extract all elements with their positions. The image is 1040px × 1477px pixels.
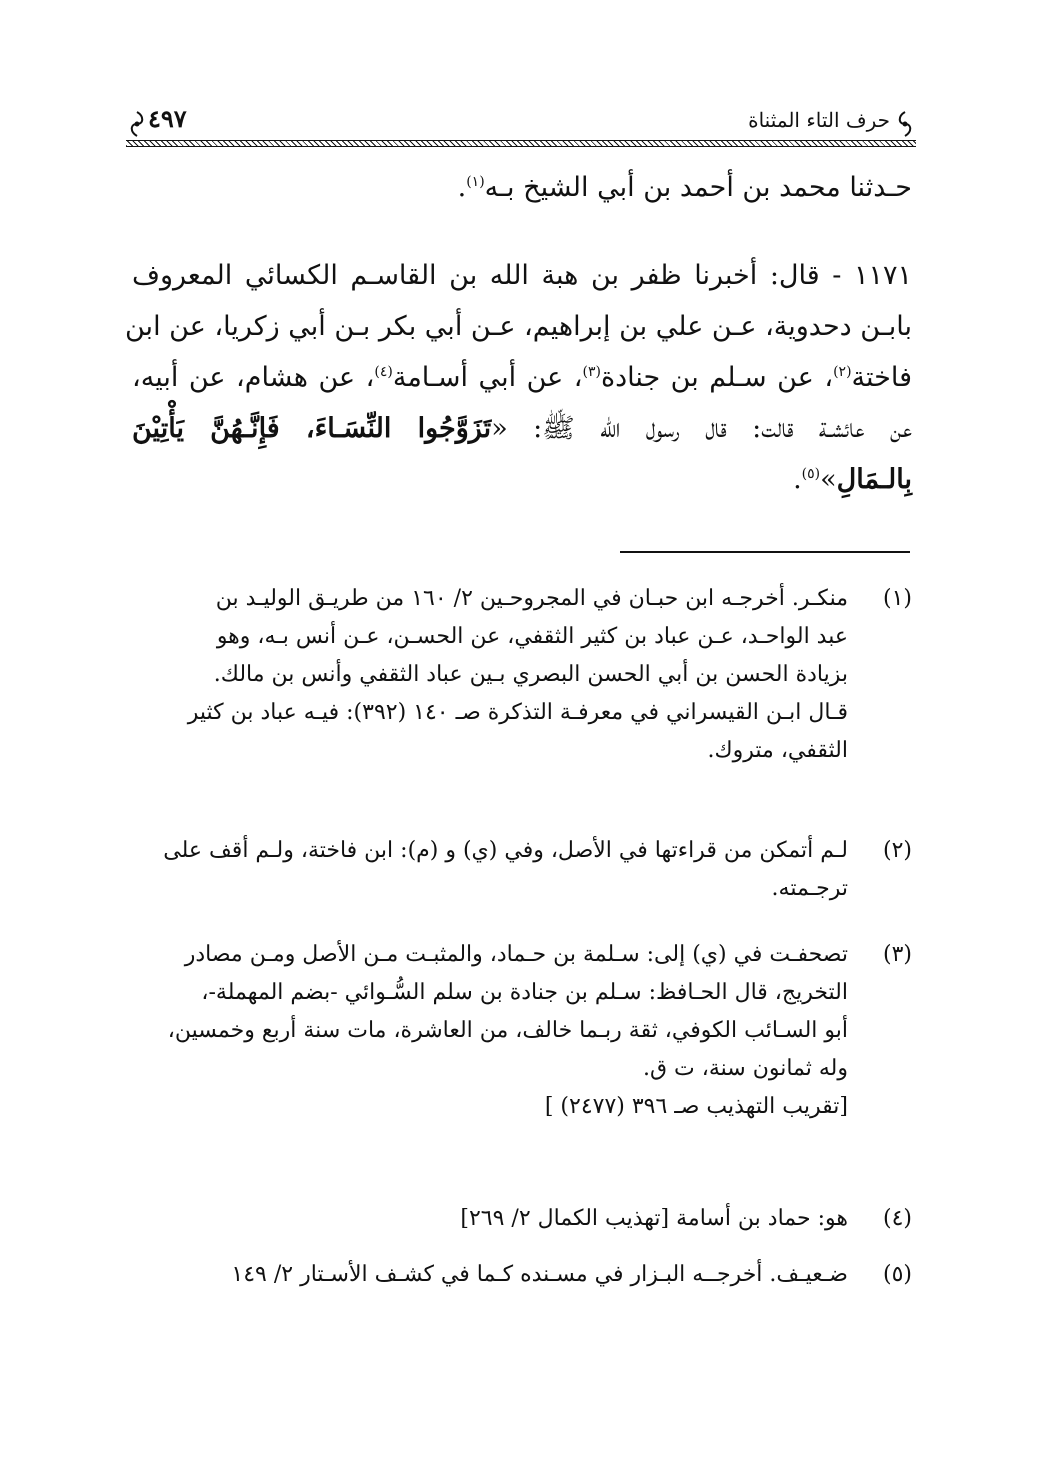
hadith-text: بابـن دحدوية، عـن علي بن إبراهيم، عـن أبي بكر بـن أبي زكريا، عن ابن [125, 311, 912, 342]
footnote-body [132, 580, 848, 770]
footnote [132, 832, 912, 908]
footnote-ref: (١) [466, 174, 485, 190]
continuation-end: . [457, 172, 467, 203]
footnote-body [132, 1256, 848, 1294]
footnote [132, 580, 912, 770]
continuation-text: حـدثنا محمد بن أحمد بن أبي الشيخ بـه [484, 172, 912, 203]
hadith-text: ١١٧١ - قال: أخبرنا ظفر بن هبة الله بن القاسـم الكسائي المعروف [132, 260, 912, 291]
footnote-ref: (٥) [801, 466, 821, 482]
footnote [132, 1256, 912, 1294]
footnote-line: [تقريب التهذيب صـ ٣٩٦ (٢٤٧٧) ] [544, 1094, 848, 1119]
footnote-number: (٢) [882, 838, 912, 863]
footnote-body [132, 936, 848, 1126]
footnote-divider [620, 551, 910, 553]
footnote [132, 1200, 912, 1238]
footnote [132, 936, 912, 1126]
footnote-number: (٤) [882, 1206, 912, 1231]
continuation-paragraph [132, 162, 912, 213]
footnote-line: وله ثمانون سنة، ت ق. [642, 1056, 848, 1081]
hadith-end: . [793, 464, 802, 495]
hadith-quote: بِالـمَالِ [836, 464, 912, 495]
footnote-line: التخريج، قال الحـافظ: سـلم بن جنادة بن سلم السُّـوائي -بضم المهملة-، [201, 980, 848, 1005]
footnote-number: (٣) [882, 942, 912, 967]
footnote-line: منكـر. أخرجـه ابن حبـان في المجروحـين ٢/ ١٦٠ من طريـق الوليـد بن [215, 586, 848, 611]
hadith-line [125, 301, 912, 352]
footnote-line: بزيادة الحسن بن أبي الحسن البصري بـين عباد الثقفي وأنس بن مالك. [213, 662, 848, 687]
footnote-line: أبو السـائب الكوفي، ثقة ربـما خالف، من العاشرة، مات سنة أربع وخمسين، [167, 1018, 848, 1043]
footnote-body [132, 1200, 848, 1238]
footnote-ref: (٤) [374, 364, 393, 380]
header-rule [126, 140, 916, 147]
hadith-text: ، عن هشام، عن أبيه، [132, 362, 375, 393]
footnote-line: لـم أتمكن من قراءتها في الأصل، وفي (ي) و (م): ابن فاختة، ولـم أقف على [163, 838, 848, 863]
footnote-number: (٥) [882, 1262, 912, 1287]
footnote-line: الثقفي، متروك. [707, 738, 848, 763]
hadith-line [132, 250, 912, 301]
footnote-number: (١) [882, 586, 912, 611]
hadith-quote: تَزَوَّجُوا النِّسَـاءَ، فَإِنَّـهُنَّ يَأْتِيْنَ [132, 413, 492, 444]
footnote-line: تصحفـت في (ي) إلى: سـلمة بن حـماد، والمثبـت مـن الأصل ومـن مصادر [184, 942, 848, 967]
footnote-line: قـال ابـن القيسراني في معرفـة التذكرة صـ ١٤٠ (٣٩٢): فيـه عباد بن كثير [187, 700, 848, 725]
footnote-body [132, 832, 848, 908]
hadith-line [132, 454, 912, 505]
page-number: ٤٩٧ [148, 104, 187, 133]
hadith-line [132, 403, 912, 454]
footnote-line: عبد الواحـد، عـن عباد بن كثير الثقفي، عن الحسـن، عـن أنس بـه، وهو [216, 624, 848, 649]
footnote-line: ضـعيـف. أخرجــه البـزار في مسـنده كـما في كشـف الأسـتار ٢/ ١٤٩ [231, 1262, 848, 1287]
hadith-line [132, 352, 912, 403]
hadith-text: فاختة [851, 362, 912, 393]
footnote-ref: (٢) [833, 364, 852, 380]
ornament-icon [126, 110, 148, 138]
chapter-title: حرف التاء المثناة [748, 108, 890, 132]
hadith-text: ، عن أبي أسـامة [392, 362, 583, 393]
hadith-text: عن عائشـة قالت: قال رسول الله ﷺ: « [491, 413, 913, 444]
ornament-icon [894, 110, 916, 138]
footnote-line: ترجـمته. [771, 876, 848, 901]
hadith-text: ، عن سـلم بن جنادة [600, 362, 834, 393]
running-header [126, 100, 916, 150]
footnote-ref: (٣) [582, 364, 601, 380]
footnote-line: هو: حماد بن أسامة [تهذيب الكمال ٢/ ٢٦٩] [460, 1206, 848, 1231]
hadith-paragraph [125, 250, 913, 505]
hadith-close: » [820, 464, 837, 495]
